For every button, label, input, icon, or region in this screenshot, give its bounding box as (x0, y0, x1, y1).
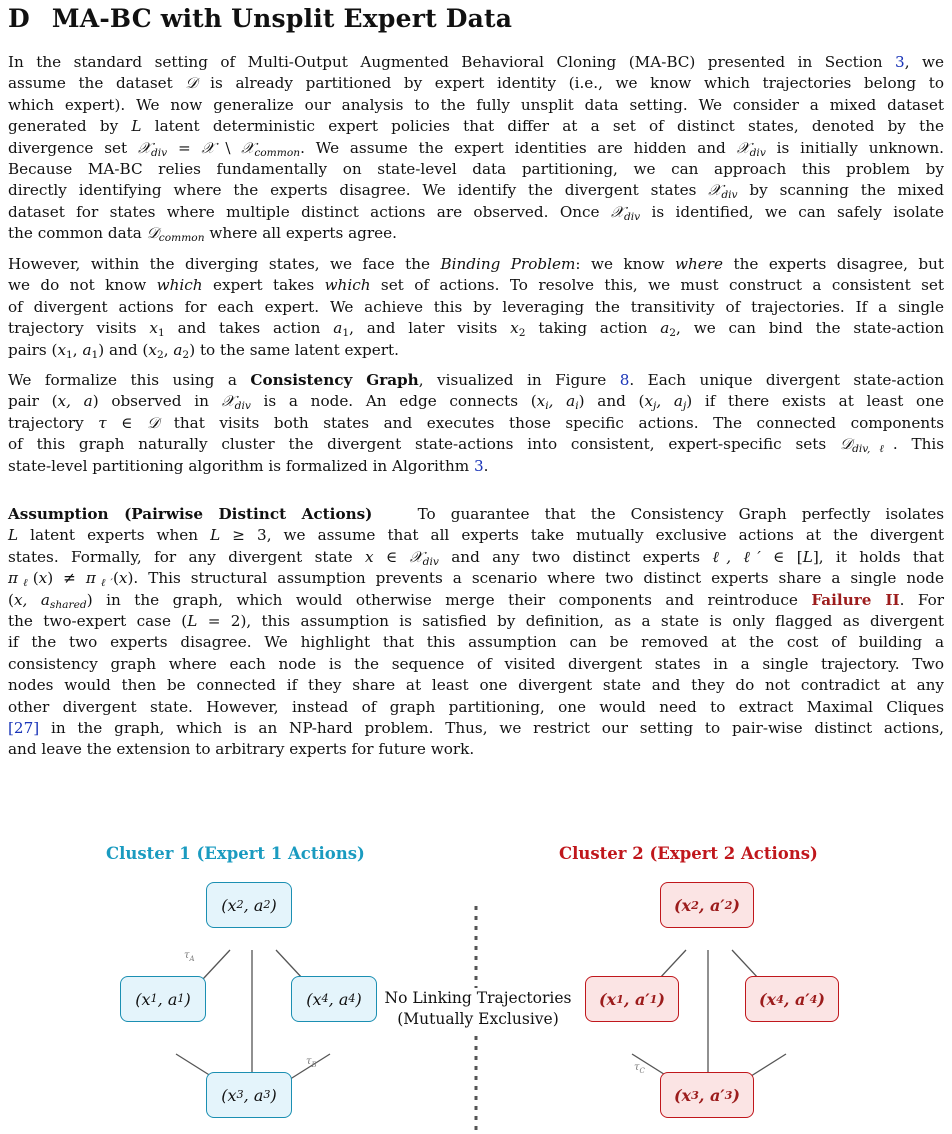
p1-line-7: directly identifying where the experts disagree. We identify the divergent states 𝒳$_{div}$ by scanning the mixed (8, 181, 944, 202)
p1-line-2: assume the dataset 𝒟 is already partitioned by expert identity (i.e., we know which trajectories belong to (8, 74, 944, 93)
p4-line-11: [27] in the graph, which is an NP-hard problem. Thus, we restrict our setting to pair-wise distinct actions, (8, 719, 944, 738)
node-x2-a2: (x 2 , a 2 ) (206, 882, 292, 928)
p2-line-4: trajectory visits $x_1$ and takes action $a_1$, and later visits $x_2$ taking action $a_2$, we can bind the state-action (8, 319, 944, 340)
p3-line-2: pair (x, a) observed in 𝒳$_{div}$ is a node. An edge connects ($x_i$, $a_i$) and ($x_j$, $a_j$) if there exists at least one (8, 392, 944, 413)
p1-line-6: Because MA-BC relies fundamentally on state-level data partitioning, we can approach this problem by (8, 160, 944, 179)
section-number: D (8, 4, 30, 33)
section-title: MA-BC with Unsplit Expert Data (51, 4, 513, 33)
p4-line-1 (8, 504, 944, 525)
tau-c-label: $\tau_C$ (634, 1062, 645, 1075)
tau-b-label: $\tau_B$ (306, 1056, 317, 1069)
section-heading (8, 4, 512, 33)
p2-line-3: of divergent actions for each expert. We achieve this by leveraging the transitivity of trajectories. If a single (8, 297, 944, 316)
p1-line-3: which expert). We now generalize our analysis to the fully unsplit data setting. We consider a mixed dataset (8, 95, 944, 114)
p1-line-1: In the standard setting of Multi-Output Augmented Behavioral Cloning (MA-BC) presented in Section 3, we (8, 53, 944, 71)
p4-line-4: $\pi_\ell(x) \ne \pi_{\ell'}(x)$. This structural assumption prevents a scenario where two distinct experts share a single node (8, 569, 944, 590)
p2-line-1: However, within the diverging states, we face the Binding Problem: we know where the experts disagree, but (8, 255, 944, 273)
assumption-heading: Assumption (Pairwise Distinct Actions) (8, 505, 373, 523)
section-ref[interactable]: 3 (895, 53, 905, 71)
citation-ref[interactable]: [27] (8, 719, 40, 738)
p4-line-3: states. Formally, for any divergent state x ∈ 𝒳$_{div}$ and any two distinct experts ℓ, ℓ′ ∈ [L], it holds that (8, 547, 944, 568)
paragraph-2 (8, 254, 944, 361)
node-x1-a1: (x 1 , a 1 ) (120, 976, 206, 1022)
p2-line-2: we do not know which expert takes which set of actions. To resolve this, we must construct a consistent set (8, 276, 944, 295)
node-x3-a3-prime: (x 3 , a′ 3 ) (660, 1072, 754, 1118)
tau-a-label: $\tau_A$ (184, 950, 195, 963)
p3-line-5: state-level partitioning algorithm is formalized in Algorithm 3. (8, 456, 489, 475)
paragraph-1 (8, 52, 944, 245)
cluster-1-title: Cluster 1 (Expert 1 Actions) (106, 844, 365, 863)
p4-line-10: other divergent state. However, instead of graph partitioning, one would need to extract Maximal Cliques (8, 697, 944, 716)
paragraph-4 (8, 504, 944, 761)
no-linking-label (380, 988, 576, 1030)
node-x3-a3: (x 3 , a 3 ) (206, 1072, 292, 1118)
p1-line-4: generated by L latent deterministic expert policies that differ at a set of distinct states, denoted by the (8, 117, 944, 136)
consistency-graph-figure (8, 840, 952, 1134)
p1-line-9: the common data 𝒟$_{common}$ where all experts agree. (8, 224, 397, 245)
p4-line-2: L latent experts when L ≥ 3, we assume that all experts take mutually exclusive actions at the divergent (8, 526, 944, 545)
node-x2-a2-prime: (x 2 , a′ 2 ) (660, 882, 754, 928)
p1-line-8: dataset for states where multiple distinct actions are observed. Once 𝒳$_{div}$ is identified, we can safely isolate (8, 202, 944, 223)
no-linking-line-2: (Mutually Exclusive) (397, 1010, 559, 1028)
p3-line-3: trajectory τ ∈ 𝒟 that visits both states and executes those specific actions. The connected components (8, 413, 944, 432)
p4-line-1-text: To guarantee that the Consistency Graph perfectly isolates (417, 505, 944, 523)
p4-line-7: if the two experts disagree. We highlight that this assumption can be removed at the cost of building a (8, 633, 944, 652)
p1-line-5: divergence set 𝒳$_{div}$ = 𝒳 \ 𝒳$_{common}$. We assume the expert identities are hidden and 𝒳$_{div}$ is initially unknown. (8, 138, 944, 159)
paragraph-3 (8, 370, 944, 477)
node-x1-a1-prime: (x 1 , a′ 1 ) (585, 976, 679, 1022)
p2-line-5: pairs ($x_1$, $a_1$) and ($x_2$, $a_2$) to the same latent expert. (8, 340, 399, 361)
p3-line-1: We formalize this using a Consistency Graph, visualized in Figure 8. Each unique divergent state-action (8, 371, 945, 389)
cluster-2-title: Cluster 2 (Expert 2 Actions) (559, 844, 818, 863)
p3-line-4: of this graph naturally cluster the divergent state-actions into consistent, expert-specific sets 𝒟$_{div,\ell}$. This (8, 435, 945, 456)
p4-line-9: nodes would then be connected if they share at least one divergent state and they do not contradict at any (8, 676, 944, 695)
figure-ref[interactable]: 8 (619, 371, 630, 389)
p4-line-8: consistency graph where each node is the sequence of visited divergent states in a single trajectory. Two (8, 654, 944, 673)
no-linking-line-1: No Linking Trajectories (384, 989, 572, 1007)
p4-line-6: the two-expert case (L = 2), this assumption is satisfied by definition, as a state is only flagged as divergent (8, 612, 944, 631)
p4-line-5: (x, $a_{shared}$) in the graph, which would otherwise merge their components and reintroduce Failure II. For (8, 590, 944, 611)
algorithm-ref[interactable]: 3 (473, 456, 484, 475)
failure-ref[interactable]: Failure II (811, 590, 900, 609)
node-x4-a4-prime: (x 4 , a′ 4 ) (745, 976, 839, 1022)
node-x4-a4: (x 4 , a 4 ) (291, 976, 377, 1022)
p4-line-12: and leave the extension to arbitrary experts for future work. (8, 740, 475, 759)
